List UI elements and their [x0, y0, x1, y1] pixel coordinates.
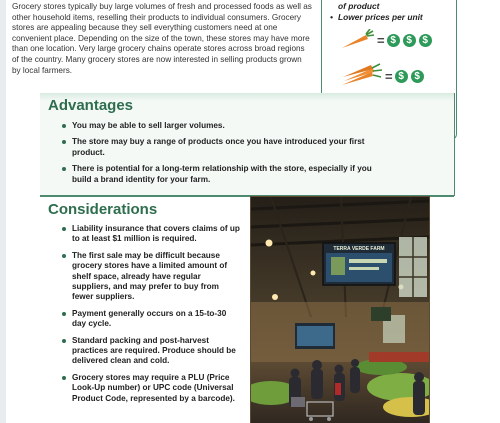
- dollar-coin-icon: $: [395, 70, 408, 83]
- list-item: The first sale may be difficult because grocery stores have a limited amount of shelf space, already have regular suppliers, and may prefer to buy from fewer suppliers.: [60, 251, 240, 303]
- list-item: Payment generally occurs on a 15-to-30 day cycle.: [60, 309, 240, 330]
- list-item: Liability insurance that covers claims of up to at least $1 million is required.: [60, 224, 240, 245]
- dollar-coin-icon: $: [387, 34, 400, 47]
- dollar-coin-icon: $: [403, 34, 416, 47]
- equals-sign: =: [377, 32, 385, 48]
- screen-sign-text: TERRA VERDE FARM: [333, 246, 385, 252]
- advantages-list: [60, 121, 390, 191]
- grocery-store-photo: [250, 196, 430, 423]
- list-item: There is potential for a long-term relationship with the store, especially if you build a brand identity for your farm.: [60, 164, 390, 185]
- list-item: Grocery stores may require a PLU (Price Look-Up number) or UPC code (Universal Product Code, represented by a barcode).: [60, 373, 240, 404]
- intro-paragraph: Grocery stores typically buy large volumes of fresh and processed foods as well as other household items, reselling their products to individual consumers. Grocery stores are appealing because they sell everything customers need at one convenient place. Depending on the size of the town, these stores may have more than one location. Very large grocery chains operate stores across broad regions of the country. Many grocery stores are now interested in selling products grown by local farmers.: [12, 2, 312, 75]
- dollar-coin-icon: $: [411, 70, 424, 83]
- advantages-heading: Advantages: [48, 97, 134, 114]
- considerations-heading: Considerations: [48, 201, 158, 218]
- list-item: You may be able to sell larger volumes.: [60, 121, 390, 131]
- carrot-bunch-icon: [340, 63, 384, 89]
- sidebar-line: • Lower prices per unit: [338, 12, 423, 23]
- list-item: Standard packing and post-harvest practices are required. Produce should be delivered clean and cold.: [60, 336, 240, 367]
- considerations-list: [60, 224, 240, 410]
- carrot-icon: [340, 29, 376, 51]
- sidebar-bullets: [322, 1, 423, 23]
- list-item: The store may buy a range of products once you have introduced your first product.: [60, 137, 390, 158]
- sidebar-line: of product: [338, 1, 380, 11]
- equals-sign: =: [385, 68, 393, 84]
- left-margin-rule: [0, 0, 6, 423]
- dollar-coin-icon: $: [419, 34, 432, 47]
- carrot-price-row-2: [340, 63, 427, 89]
- store-interior-illustration: [251, 197, 429, 423]
- carrot-price-row-1: [340, 27, 435, 53]
